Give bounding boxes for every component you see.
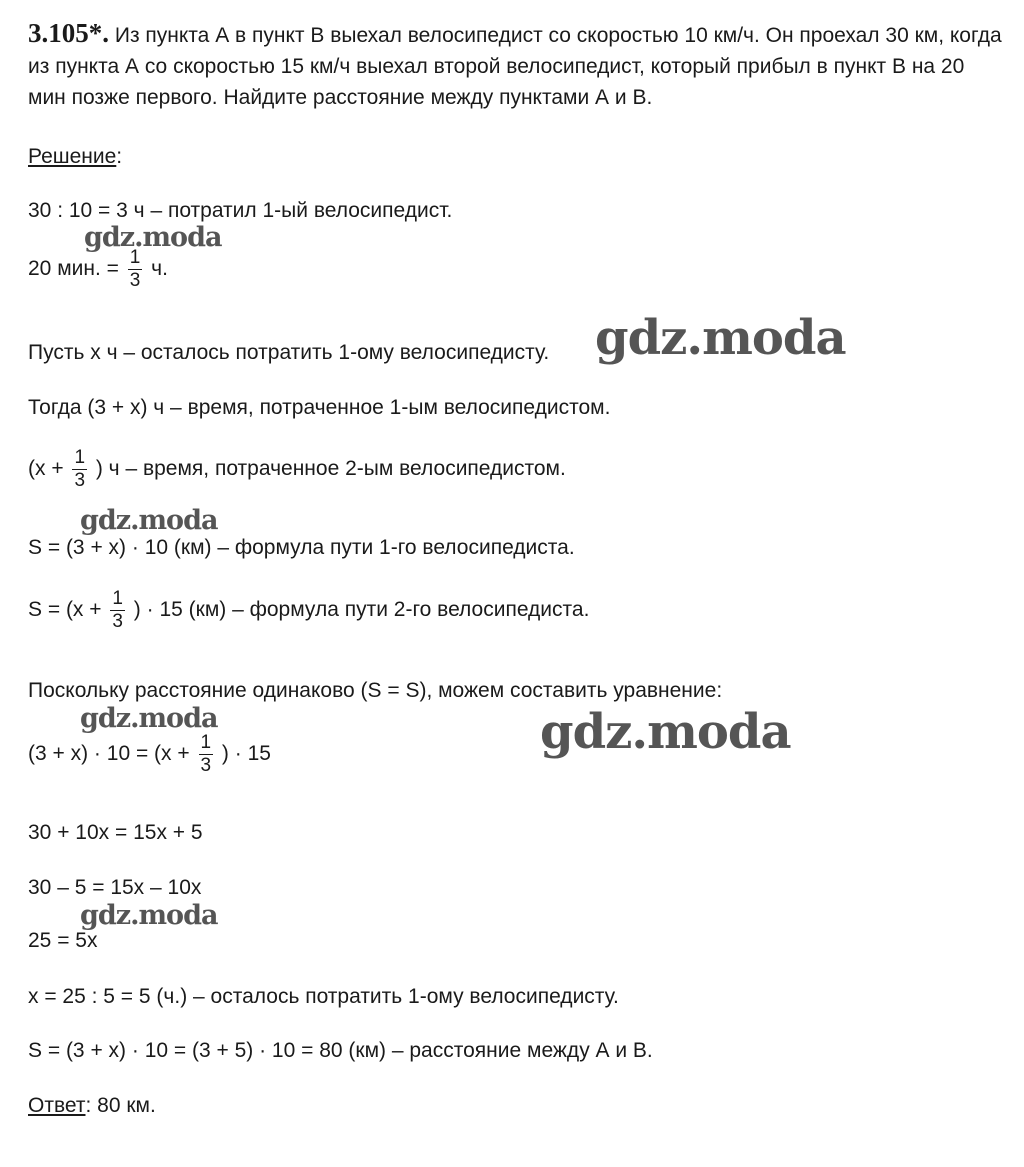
fraction-denominator: 3 xyxy=(74,470,86,491)
solution-label-colon: : xyxy=(116,145,123,168)
fraction-denominator: 3 xyxy=(129,270,141,291)
problem-statement xyxy=(28,18,1003,113)
line-let-x: Пусть х ч – осталось потратить 1-ому велосипедисту. xyxy=(28,341,550,364)
problem-number: 3.105*. xyxy=(28,18,109,48)
fraction-one-third xyxy=(72,447,87,492)
line-x-value: х = 25 : 5 = 5 (ч.) – осталось потратить 1-ому велосипедисту. xyxy=(28,985,619,1008)
solution-heading xyxy=(28,146,122,167)
watermark-logo: gdz.moda xyxy=(80,900,218,931)
watermark-logo: gdz.moda xyxy=(80,505,218,536)
watermark-logo: gdz.moda xyxy=(540,704,791,760)
line-20-minutes xyxy=(28,247,168,292)
fraction-denominator: 3 xyxy=(112,611,123,632)
watermark-logo: gdz.moda xyxy=(80,703,218,734)
line-path-second xyxy=(28,588,589,633)
fraction-denominator: 3 xyxy=(200,755,212,776)
answer-label: Ответ xyxy=(28,1094,86,1117)
fraction-numerator: 1 xyxy=(74,447,86,468)
line-step-2: 30 – 5 = 15х – 10х xyxy=(28,876,202,899)
line-time-second xyxy=(28,447,566,492)
solution-label: Решение xyxy=(28,145,117,168)
line-equation xyxy=(28,732,271,777)
fraction-numerator: 1 xyxy=(200,732,212,753)
line-20-minutes-right: ч. xyxy=(151,257,168,281)
line-step-1: 30 + 10х = 15х + 5 xyxy=(28,821,203,844)
line-time-first: 30 : 10 = 3 ч – потратил 1-ый велосипедист. xyxy=(28,199,453,222)
fraction-one-third xyxy=(110,588,125,633)
line-path-second-right: ) · 15 (км) – формула пути 2-го велосипедиста. xyxy=(133,598,590,622)
line-step-3: 25 = 5х xyxy=(28,929,98,952)
line-equation-intro: Поскольку расстояние одинаково (S = S), можем составить уравнение: xyxy=(28,679,723,702)
line-equation-right: ) · 15 xyxy=(221,742,271,766)
line-distance: S = (3 + х) · 10 = (3 + 5) · 10 = 80 (км) – расстояние между А и В. xyxy=(28,1039,653,1062)
fraction-numerator: 1 xyxy=(129,247,141,268)
answer xyxy=(28,1095,156,1116)
line-path-second-left: S = (х + xyxy=(28,598,102,622)
problem-text: Из пункта А в пункт В выехал велосипедист со скоростью 10 км/ч. Он проехал 30 км, когда из пункта А со скоростью 15 км/ч выехал второй велосипедист, который прибыл в пункт В на 20 мин позже первого. Найдите расстояние между пунктами А и В. xyxy=(28,24,1002,109)
watermark-logo: gdz.moda xyxy=(84,222,222,253)
line-20-minutes-left: 20 мин. = xyxy=(28,257,119,281)
line-path-first: S = (3 + х) · 10 (км) – формула пути 1-го велосипедиста. xyxy=(28,536,575,559)
line-then: Тогда (3 + х) ч – время, потраченное 1-ым велосипедистом. xyxy=(28,396,611,419)
fraction-one-third xyxy=(128,247,143,292)
fraction-one-third xyxy=(199,732,214,777)
line-equation-left: (3 + х) · 10 = (х + xyxy=(28,742,190,766)
fraction-numerator: 1 xyxy=(112,588,123,609)
line-time-second-right: ) ч – время, потраченное 2-ым велосипедистом. xyxy=(95,457,566,481)
line-time-second-left: (х + xyxy=(28,457,64,481)
answer-value: : 80 км. xyxy=(85,1094,156,1117)
watermark-logo: gdz.moda xyxy=(595,310,846,366)
